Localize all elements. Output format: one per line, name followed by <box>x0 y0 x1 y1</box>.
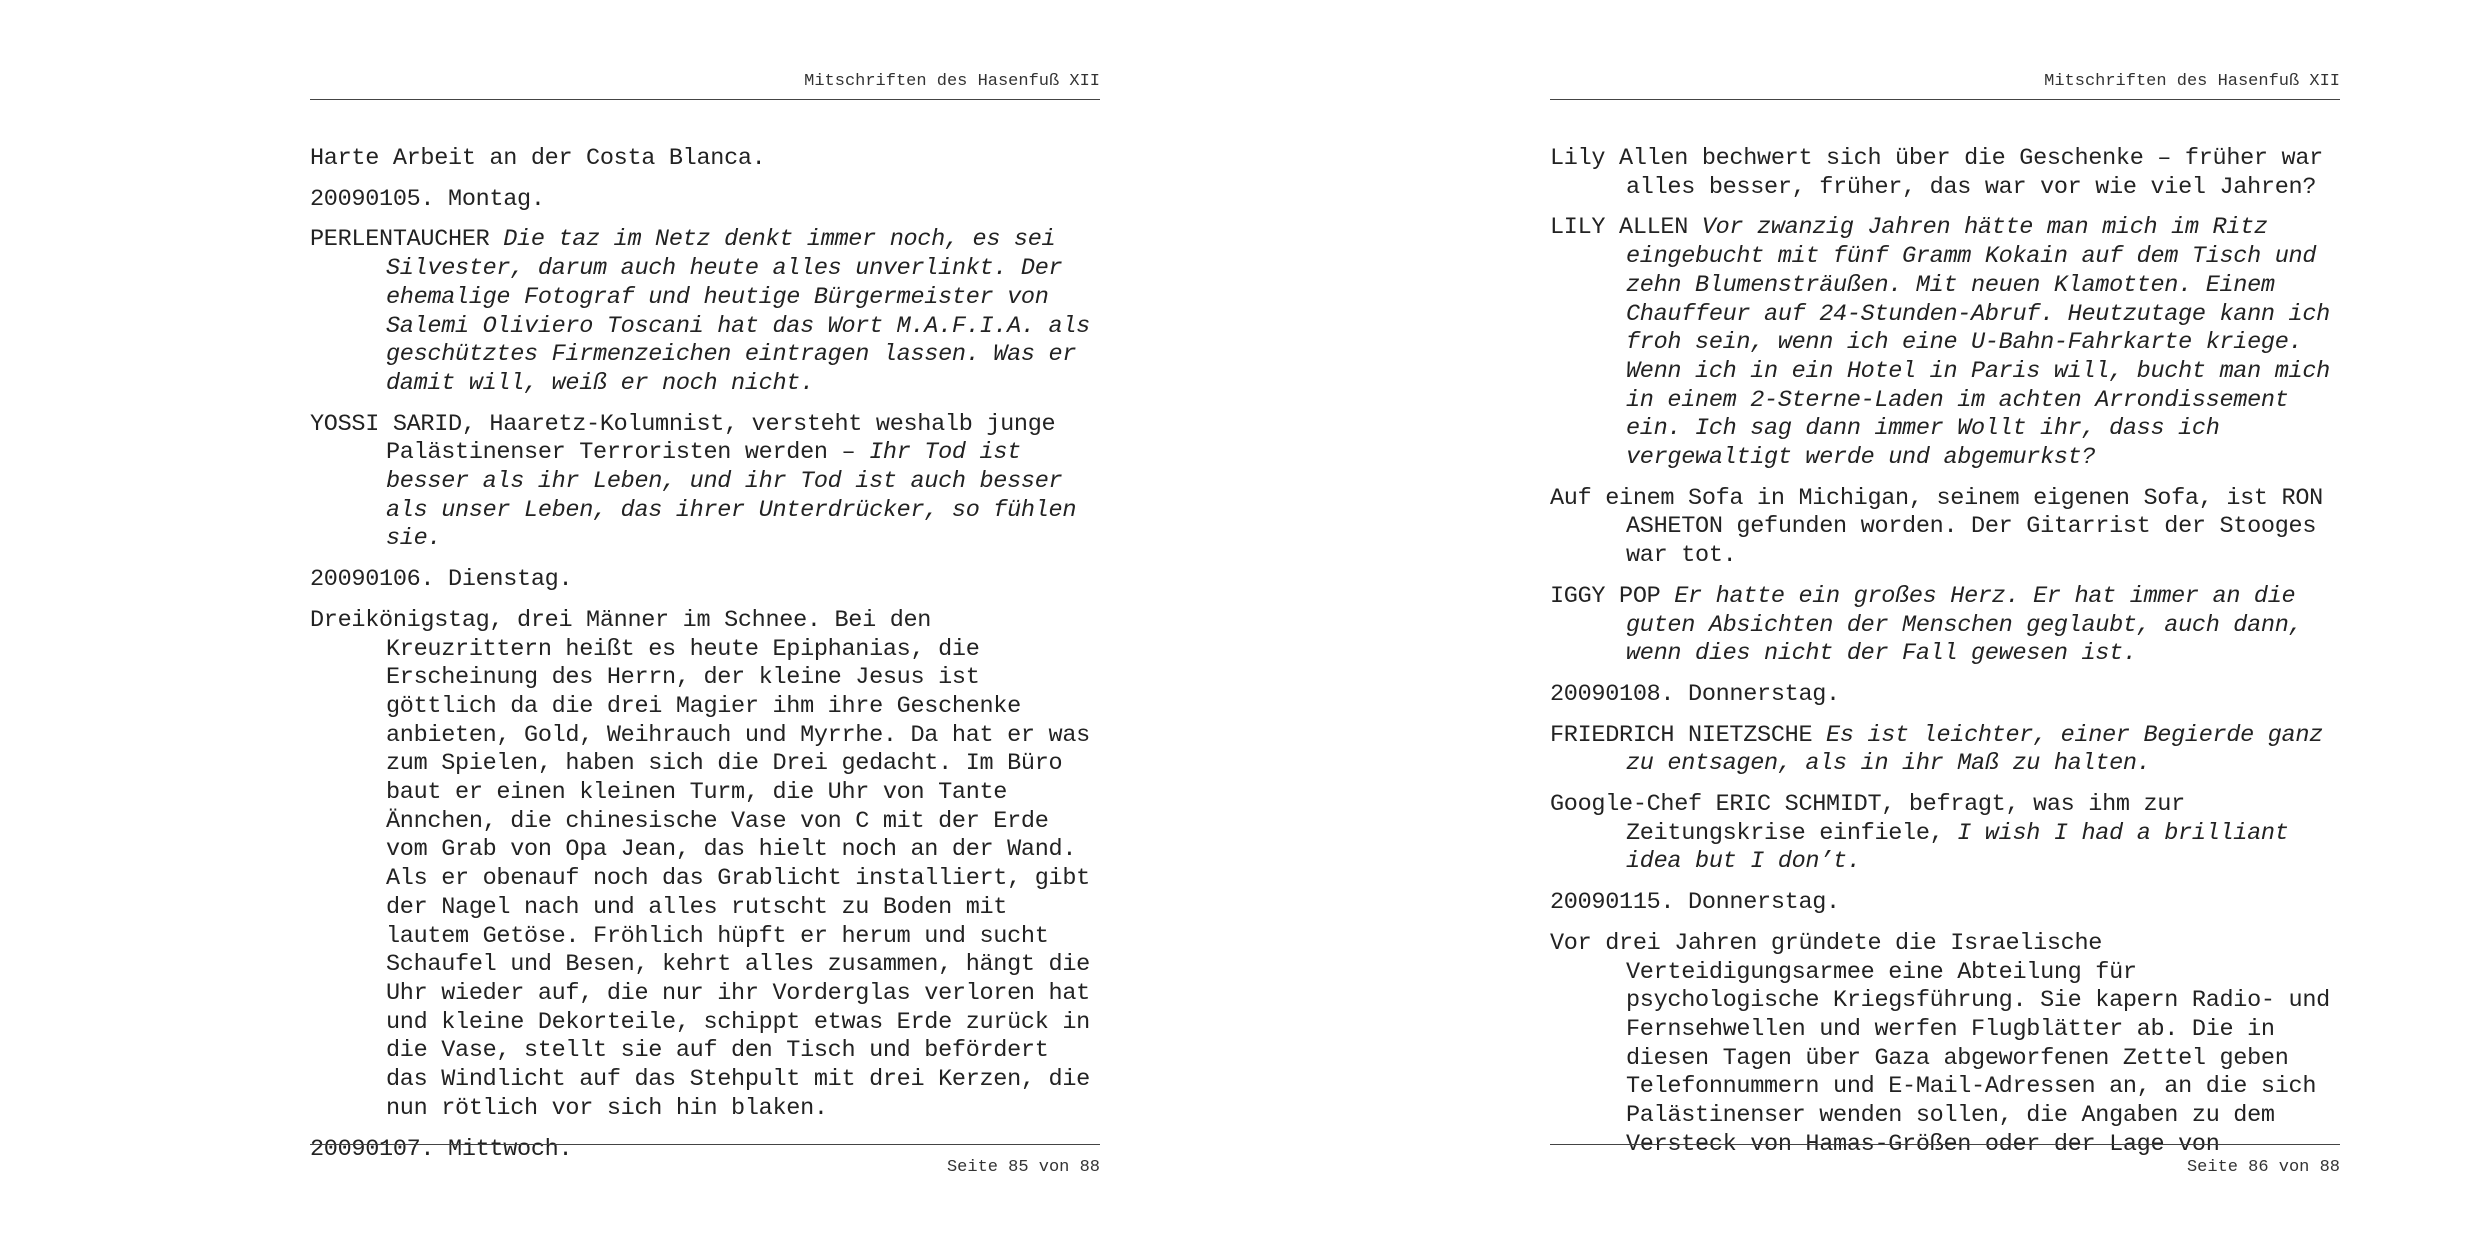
paragraph <box>1550 889 2340 918</box>
header-rule <box>1550 99 2340 100</box>
paragraph <box>1550 485 2340 571</box>
paragraph <box>1550 930 2340 1160</box>
paragraph-text: LILY ALLEN <box>1550 214 1702 242</box>
paragraph <box>310 566 1100 595</box>
running-header: Mitschriften des Hasenfuß XII <box>2044 72 2340 91</box>
paragraph-text: Google-Chef ERIC SCHMIDT, befragt, was ihm zur Zeitungskrise einfiele, <box>1550 791 2185 847</box>
page-number: Seite 86 von 88 <box>2186 1158 2340 1177</box>
paragraph <box>1550 681 2340 710</box>
page-content <box>1550 145 2340 1172</box>
paragraph <box>1550 214 2340 472</box>
page-number: Seite 85 von 88 <box>946 1158 1100 1177</box>
quote-text: Vor zwanzig Jahren hätte man mich im Ritz eingebucht mit fünf Gramm Kokain auf dem Tisch und zehn Blumensträußen. Mit neuen Klamotten. Einem Chauffeur auf 24-Stunden-Abruf. Heutzutage kann ich froh sein, wenn ich eine U-Bahn-Fahrkarte kriege. Wenn ich in ein Hotel in Paris will, bucht man mich in einem 2-Sterne-Laden im achten Arrondissement ein. Ich sag dann immer Wollt ihr, dass ich vergewaltigt werde und abgemurkst? <box>1626 214 2330 472</box>
paragraph <box>310 186 1100 215</box>
paragraph <box>310 411 1100 555</box>
paragraph-text: 20090106. Dienstag. <box>310 566 573 594</box>
running-header: Mitschriften des Hasenfuß XII <box>804 72 1100 91</box>
paragraph-text: 20090108. Donnerstag. <box>1550 680 1840 708</box>
paragraph-text: Dreikönigstag, drei Männer im Schnee. Bei den Kreuzrittern heißt es heute Epiphanias, die Erscheinung des Herrn, der kleine Jesus ist göttlich da die drei Magier ihm ihre Geschenke anbieten, Gold, Weihrauch und Myrrhe. Da hat er was zum Spielen, haben sich die Drei gedacht. Im Büro baut er einen kleinen Turm, die Uhr von Tante Ännchen, die chinesische Vase von C mit der Erde vom Grab von Opa Jean, das hielt noch an der Wand. Als er obenauf noch das Grablicht installiert, gibt der Nagel nach und alles rutscht zu Boden mit lautem Getöse. Fröhlich hüpft er herum und sucht Schaufel und Besen, kehrt alles zusammen, hängt die Uhr wieder auf, die nur ihr Vorderglas verloren hat und kleine Dekorteile, schippt etwas Erde zurück in die Vase, stellt sie auf den Tisch und befördert das Windlicht auf das Stehpult mit drei Kerzen, die nun rötlich vor sich hin blaken. <box>310 606 1090 1122</box>
quote-text: Ihr Tod ist besser als ihr Leben, und ihr Tod ist auch besser als unser Leben, das ihrer Unterdrücker, so fühlen sie. <box>386 439 1077 553</box>
quote-text: Die taz im Netz denkt immer noch, es sei Silvester, darum auch heute alles unverlinkt. Der ehemalige Fotograf und heutige Bürgermeister von Salemi Oliviero Toscani hat das Wort M.A.F.I.A. als geschütztes Firmenzeichen eintragen lassen. Was er damit will, weiß er noch nicht. <box>386 226 1090 397</box>
paragraph-text: Lily Allen bechwert sich über die Geschenke – früher war alles besser, früher, das war vor wie viel Jahren? <box>1550 145 2323 201</box>
paragraph <box>310 607 1100 1124</box>
paragraph <box>310 145 1100 174</box>
paragraph <box>1550 145 2340 202</box>
paragraph-text: 20090105. Montag. <box>310 185 545 213</box>
paragraph-text: YOSSI SARID, Haaretz-Kolumnist, versteht weshalb junge Palästinenser Terroristen werden – <box>310 410 1056 467</box>
page-right <box>1240 0 2480 1240</box>
paragraph-text: 20090107. Mittwoch. <box>310 1135 573 1163</box>
paragraph <box>1550 722 2340 779</box>
quote-text: Er hatte ein großes Herz. Er hat immer an die guten Absichten der Menschen geglaubt, auch dann, wenn dies nicht der Fall gewesen ist. <box>1626 582 2303 668</box>
paragraph <box>1550 791 2340 877</box>
paragraph-text: FRIEDRICH NIETZSCHE <box>1550 721 1827 749</box>
paragraph-text: Auf einem Sofa in Michigan, seinem eigenen Sofa, ist RON ASHETON gefunden worden. Der Gitarrist der Stooges war tot. <box>1550 484 2323 570</box>
paragraph <box>310 226 1100 398</box>
paragraph-text: IGGY POP <box>1550 582 1675 610</box>
header-rule <box>310 99 1100 100</box>
quote-text: I wish I had a brilliant idea but I don’t. <box>1626 819 2289 876</box>
paragraph-text: 20090115. Donnerstag. <box>1550 889 1840 917</box>
quote-text: Es ist leichter, einer Begierde ganz zu entsagen, als in ihr Maß zu halten. <box>1626 721 2323 778</box>
paragraph <box>1550 583 2340 669</box>
page-content <box>310 145 1100 1176</box>
paragraph-text: Harte Arbeit an der Costa Blanca. <box>310 145 766 172</box>
footer-rule <box>310 1144 1100 1145</box>
paragraph-text: Vor drei Jahren gründete die Israelische Verteidigungsarmee eine Abteilung für psychologische Kriegsführung. Sie kapern Radio- und Fernsehwellen und werfen Flugblätter ab. Die in diesen Tagen über Gaza abgeworfenen Zettel geben Telefonnummern und E-Mail-Adressen an, an die sich Palästinenser wenden sollen, die Angaben zu dem Versteck von Hamas-Größen oder der Lage von <box>1550 929 2330 1158</box>
footer-rule <box>1550 1144 2340 1145</box>
paragraph-text: PERLENTAUCHER <box>310 226 504 254</box>
